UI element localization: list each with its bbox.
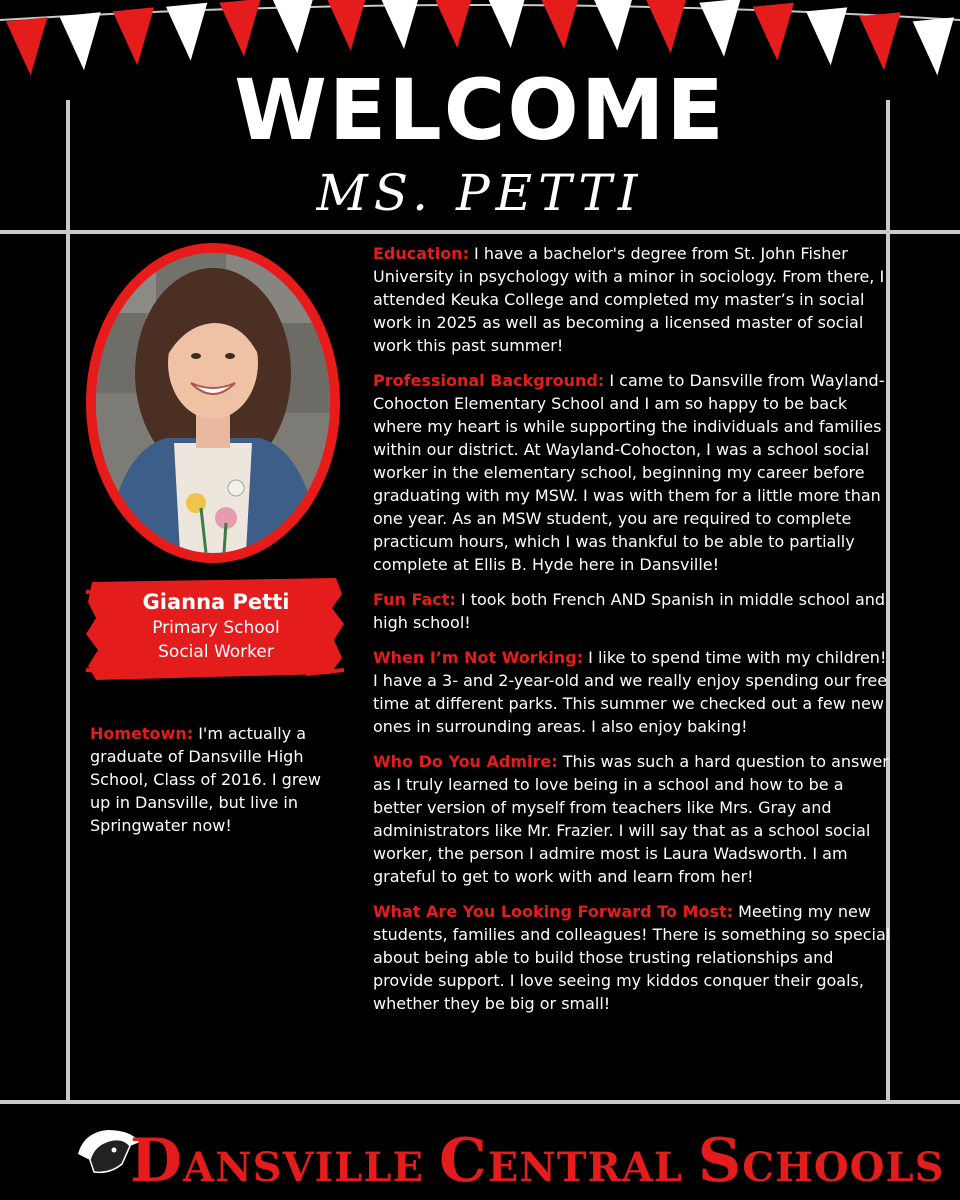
- role-line-1: Primary School: [152, 618, 280, 638]
- school-brand-wordmark: [130, 1126, 945, 1196]
- hometown-paragraph: [90, 722, 340, 837]
- top-divider-line: [0, 230, 960, 234]
- bunting-flag: [593, 0, 634, 51]
- section-text: Meeting my new students, families and colleagues! There is something so special about being able to build those trusting relationships and provide support. I love seeing my kiddos conquer their goals, whether they be big or small!: [373, 902, 891, 1013]
- bunting-flag: [273, 0, 314, 53]
- bunting-flag: [699, 0, 740, 57]
- fun-fact-paragraph: [373, 588, 893, 634]
- name-block: [86, 588, 346, 664]
- section-text: I came to Dansville from Wayland-Cohocton Elementary School and I am so happy to be back where my heart is while supporting the individuals and families within our district. At Wayland-Cohocton, I was a school social worker in the elementary school, beginning my career before graduating with my MSW. I was with them for a little more than one year. As an MSW student, you are required to complete practicum hours, which I was thankful to be able to partially complete at Ellis B. Hyde here in Dansville!: [373, 371, 885, 574]
- page-subtitle: MS. PETTI: [316, 164, 644, 222]
- section-text: I took both French AND Spanish in middle school and high school!: [373, 590, 886, 632]
- bunting-flag: [646, 0, 687, 53]
- admire-paragraph: [373, 750, 893, 888]
- brand-letter-d: D: [130, 1126, 184, 1196]
- section-text: I like to spend time with my children! I have a 3- and 2-year-old and we really enjoy spending our free time at different parks. This summer we checked out a few new ones in surrounding areas. I also enjoy baking!: [373, 648, 888, 736]
- bunting-flag: [753, 3, 794, 61]
- bunting-flag: [166, 3, 207, 61]
- section-text: This was such a hard question to answer as I truly learned to love being in a school and how to be a better version of myself from teachers like Mrs. Gray and administrators like Mr. Frazier. I will say that as a school social worker, the person I admire most is Laura Wadsworth. I am grateful to get to work with and learn from her!: [373, 752, 889, 886]
- bunting-flag: [59, 12, 100, 70]
- section-label: Education:: [373, 244, 469, 263]
- page-title: WELCOME: [234, 61, 726, 159]
- brand-word-chools: CHOOLS: [742, 1144, 945, 1191]
- bunting-flag: [539, 0, 580, 49]
- education-paragraph: [373, 242, 893, 357]
- bunting-flag: [859, 12, 900, 70]
- person-name: Gianna Petti: [142, 590, 290, 614]
- section-label: Fun Fact:: [373, 590, 456, 609]
- bunting-flag: [486, 0, 527, 48]
- brand-word-ansville: ANSVILLE: [183, 1144, 439, 1191]
- bunting-flag: [113, 7, 154, 65]
- bunting-flag: [913, 17, 954, 75]
- looking-forward-paragraph: [373, 900, 893, 1015]
- bunting-flag: [379, 0, 420, 49]
- bunting-flag: [433, 0, 474, 48]
- professional-background-paragraph: [373, 369, 893, 576]
- brand-word-entral: ENTRAL: [487, 1144, 698, 1191]
- bunting-flag: [806, 7, 847, 65]
- brand-letter-s: S: [697, 1126, 743, 1196]
- brand-letter-c: C: [438, 1126, 488, 1196]
- section-label: When I’m Not Working:: [373, 648, 584, 667]
- bunting-flag: [219, 0, 260, 57]
- section-label: Professional Background:: [373, 371, 605, 390]
- hometown-label: Hometown:: [90, 724, 194, 743]
- role-line-2: Social Worker: [158, 642, 274, 662]
- section-label: Who Do You Admire:: [373, 752, 558, 771]
- bio-column: [373, 242, 893, 1027]
- section-text: I have a bachelor's degree from St. John Fisher University in psychology with a minor in sociology. From there, I attended Keuka College and completed my master’s in social work in 2025 as well as becoming a licensed master of social work this past summer!: [373, 244, 885, 355]
- section-label: What Are You Looking Forward To Most:: [373, 902, 734, 921]
- portrait-photo-icon: [96, 253, 330, 553]
- left-border-line: [66, 100, 70, 1100]
- not-working-paragraph: [373, 646, 893, 738]
- bottom-divider-line: [0, 1100, 960, 1104]
- bunting-flag: [326, 0, 367, 51]
- bunting-flag: [6, 17, 47, 75]
- hometown-text: I'm actually a graduate of Dansville High School, Class of 2016. I grew up in Dansville, but live in Springwater now!: [90, 724, 321, 835]
